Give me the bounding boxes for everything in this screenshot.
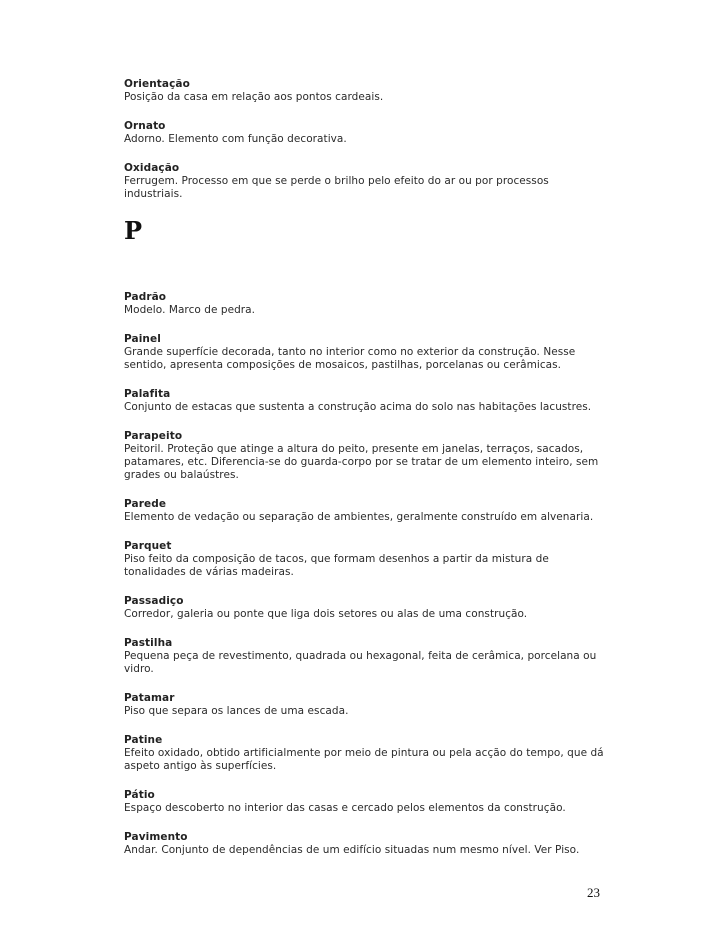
glossary-entry — [124, 734, 604, 773]
glossary-definition: Adorno. Elemento com função decorativa. — [124, 133, 347, 145]
glossary-entry — [124, 162, 604, 201]
glossary-term: Pátio — [124, 789, 155, 801]
glossary-definition: Ferrugem. Processo em que se perde o brilho pelo efeito do ar ou por processos industriais. — [124, 175, 549, 200]
glossary-entry — [124, 540, 604, 579]
glossary-definition: Conjunto de estacas que sustenta a construção acima do solo nas habitações lacustres. — [124, 401, 592, 413]
glossary-definition: Posição da casa em relação aos pontos cardeais. — [124, 91, 384, 103]
glossary-entries-p — [124, 291, 604, 857]
glossary-definition: Grande superfície decorada, tanto no interior como no exterior da construção. Nesse sentido, apresenta composições de mosaicos, pastilhas, porcelanas ou cerâmicas. — [124, 346, 576, 371]
glossary-term: Orientação — [124, 78, 190, 90]
glossary-definition: Piso que separa os lances de uma escada. — [124, 705, 349, 717]
glossary-term: Parquet — [124, 540, 172, 552]
glossary-entries-o — [124, 78, 604, 201]
glossary-entry — [124, 333, 604, 372]
glossary-entry — [124, 789, 604, 815]
glossary-entry — [124, 637, 604, 676]
glossary-definition: Peitoril. Proteção que atinge a altura do peito, presente em janelas, terraços, sacados, patamares, etc. Diferencia-se do guarda-corpo por se tratar de um elemento inteiro, sem grades ou balaústres. — [124, 443, 599, 481]
glossary-term: Passadiço — [124, 595, 184, 607]
glossary-definition: Pequena peça de revestimento, quadrada ou hexagonal, feita de cerâmica, porcelana ou vidro. — [124, 650, 597, 675]
glossary-entry — [124, 430, 604, 482]
glossary-definition: Corredor, galeria ou ponte que liga dois setores ou alas de uma construção. — [124, 608, 528, 620]
glossary-entry — [124, 78, 604, 104]
glossary-entry — [124, 498, 604, 524]
glossary-definition: Efeito oxidado, obtido artificialmente por meio de pintura ou pela acção do tempo, que dá aspeto antigo às superfícies. — [124, 747, 604, 772]
glossary-definition: Piso feito da composição de tacos, que formam desenhos a partir da mistura de tonalidades de várias madeiras. — [124, 553, 549, 578]
glossary-term: Patamar — [124, 692, 175, 704]
glossary-entry — [124, 595, 604, 621]
glossary-definition: Espaço descoberto no interior das casas e cercado pelos elementos da construção. — [124, 802, 566, 814]
page-number: 23 — [587, 885, 600, 900]
glossary-definition: Andar. Conjunto de dependências de um edifício situadas num mesmo nível. Ver Piso. — [124, 844, 580, 856]
glossary-page — [124, 78, 604, 873]
glossary-entry — [124, 692, 604, 718]
glossary-term: Palafita — [124, 388, 171, 400]
glossary-term: Pavimento — [124, 831, 188, 843]
glossary-entry — [124, 831, 604, 857]
glossary-entry — [124, 291, 604, 317]
glossary-term: Painel — [124, 333, 161, 345]
glossary-term: Padrão — [124, 291, 167, 303]
glossary-term: Parapeito — [124, 430, 183, 442]
glossary-term: Ornato — [124, 120, 166, 132]
glossary-term: Pastilha — [124, 637, 173, 649]
glossary-term: Parede — [124, 498, 167, 510]
glossary-term: Oxidação — [124, 162, 180, 174]
section-letter-heading: P — [124, 216, 143, 245]
glossary-term: Patine — [124, 734, 163, 746]
glossary-definition: Elemento de vedação ou separação de ambientes, geralmente construído em alvenaria. — [124, 511, 594, 523]
glossary-entry — [124, 120, 604, 146]
glossary-definition: Modelo. Marco de pedra. — [124, 304, 256, 316]
glossary-entry — [124, 388, 604, 414]
